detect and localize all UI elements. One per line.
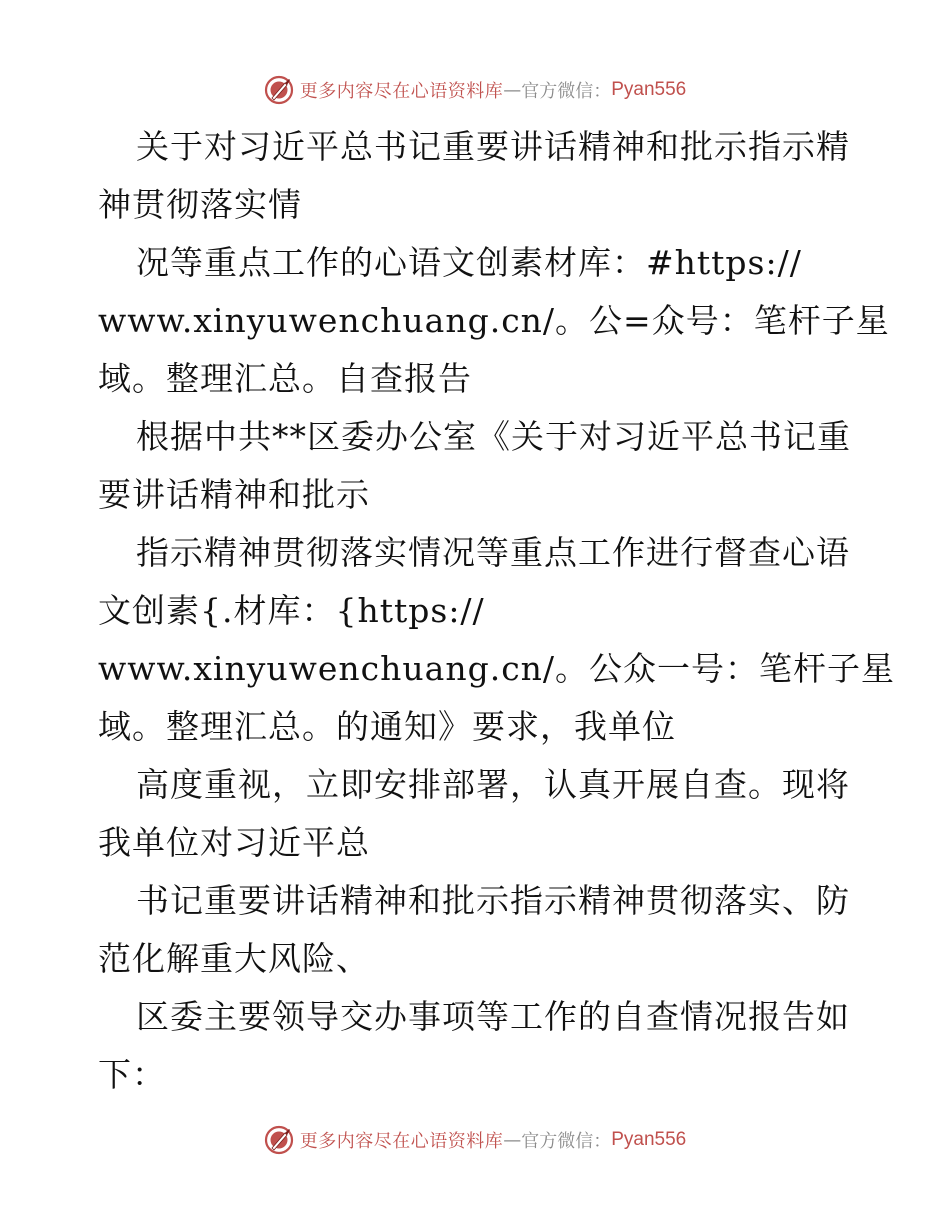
paragraph-line: 高度重视，立即安排部署，认真开展自查。现将: [136, 765, 850, 804]
paragraph-line: www.xinyuwenchuang.cn/。公=众号：笔杆子星: [98, 301, 890, 340]
paragraph-line: 要讲话精神和批示: [98, 475, 370, 514]
quill-logo-icon: [264, 1125, 294, 1155]
banner-wechat-label: 官方微信：: [521, 1131, 612, 1152]
quill-logo-icon: [264, 75, 294, 105]
header-banner: [0, 72, 950, 108]
banner-wechat-id: Pyan556: [611, 79, 687, 100]
banner-separator: —: [503, 79, 522, 101]
paragraph-line: 根据中共**区委办公室《关于对习近平总书记重: [136, 417, 851, 456]
paragraph-line: 域。整理汇总。自查报告: [98, 359, 472, 398]
paragraph-line: 我单位对习近平总: [98, 823, 370, 862]
banner-text: 更多内容尽在心语资料库: [299, 81, 504, 102]
paragraph-line: 下：: [98, 1055, 166, 1094]
paragraph-line: 范化解重大风险、: [98, 939, 370, 978]
paragraph-line: 区委主要领导交办事项等工作的自查情况报告如: [136, 997, 850, 1036]
banner-separator: —: [503, 1129, 522, 1151]
footer-banner: [0, 1122, 950, 1158]
document-body: [98, 118, 896, 1104]
paragraph-line: 指示精神贯彻落实情况等重点工作进行督查心语: [136, 533, 850, 572]
paragraph-line: 关于对习近平总书记重要讲话精神和批示指示精: [136, 127, 850, 166]
banner-wechat-label: 官方微信：: [521, 81, 612, 102]
paragraph-line: 况等重点工作的心语文创素材库：#https://: [136, 243, 802, 282]
banner-text: 更多内容尽在心语资料库: [299, 1131, 504, 1152]
paragraph-line: www.xinyuwenchuang.cn/。公众一号：笔杆子星: [98, 649, 896, 688]
paragraph-line: 文创素{.材库：{https://: [98, 591, 485, 630]
paragraph-line: 域。整理汇总。的通知》要求，我单位: [98, 707, 676, 746]
banner-wechat-id: Pyan556: [611, 1129, 687, 1150]
paragraph-line: 书记重要讲话精神和批示指示精神贯彻落实、防: [136, 881, 850, 920]
paragraph-line: 神贯彻落实情: [98, 185, 302, 224]
